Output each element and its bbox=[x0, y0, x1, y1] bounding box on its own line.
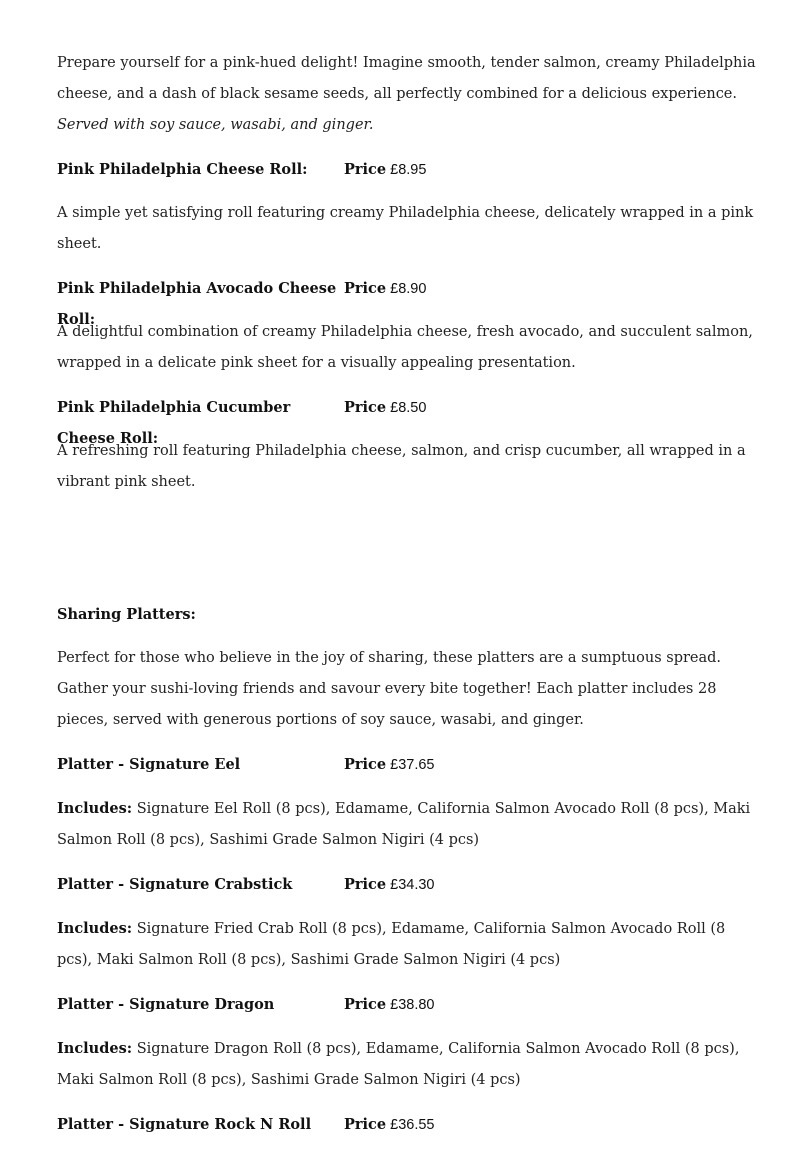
item-price bbox=[344, 392, 426, 424]
platter-name: Platter - Signature Crabstick bbox=[57, 876, 293, 893]
price-word: Price bbox=[344, 161, 387, 178]
platter-includes bbox=[57, 913, 757, 976]
includes-label: Includes: bbox=[57, 800, 133, 817]
platter-price bbox=[344, 869, 435, 901]
price-word: Price bbox=[344, 756, 387, 773]
platter-name: Platter - Signature Rock N Roll bbox=[57, 1116, 312, 1133]
item-description: A simple yet satisfying roll featuring creamy Philadelphia cheese, delicately wrapped in a pink sheet. bbox=[57, 205, 754, 252]
section-heading: Sharing Platters: bbox=[57, 606, 196, 623]
item-price bbox=[344, 273, 426, 305]
platter-row bbox=[57, 1109, 757, 1140]
price-value: £8.90 bbox=[390, 281, 427, 297]
price-word: Price bbox=[344, 876, 387, 893]
price-value: £8.95 bbox=[390, 162, 427, 178]
menu-page bbox=[57, 48, 757, 1153]
item-description: A delightful combination of creamy Philadelphia cheese, fresh avocado, and succulent salmon, wrapped in a delicate pink sheet for a visually appealing presentation. bbox=[57, 324, 753, 371]
includes-label: Includes: bbox=[57, 920, 133, 937]
includes-text: Signature Eel Roll (8 pcs), Edamame, California Salmon Avocado Roll (8 pcs), Maki Salmon Roll (8 pcs), Sashimi Grade Salmon Nigiri (4 pcs) bbox=[57, 801, 751, 848]
platter-name: Platter - Signature Dragon bbox=[57, 996, 275, 1013]
price-value: £8.50 bbox=[390, 400, 427, 416]
platter-price bbox=[344, 749, 435, 781]
menu-item-row bbox=[57, 392, 757, 447]
price-word: Price bbox=[344, 399, 387, 416]
intro-paragraph bbox=[57, 48, 757, 141]
platter-price bbox=[344, 1109, 435, 1141]
platter-row bbox=[57, 749, 757, 780]
section-spacer bbox=[57, 511, 757, 599]
menu-item-row bbox=[57, 154, 757, 185]
price-value: £37.65 bbox=[390, 757, 435, 773]
price-value: £34.30 bbox=[390, 877, 435, 893]
includes-text: Signature Fried Crab Roll (8 pcs), Edamame, California Salmon Avocado Roll (8 pcs), Maki Salmon Roll (8 pcs), Sashimi Grade Salmon Nigiri (4 pcs) bbox=[57, 921, 726, 968]
item-name: Pink Philadelphia Cucumber Cheese Roll: bbox=[57, 399, 291, 447]
intro-text: Prepare yourself for a pink-hued delight! Imagine smooth, tender salmon, creamy Philadelphia cheese, and a dash of black sesame seeds, all perfectly combined for a delicious experience. bbox=[57, 55, 756, 102]
item-name: Pink Philadelphia Cheese Roll: bbox=[57, 161, 308, 178]
platter-name: Platter - Signature Eel bbox=[57, 756, 241, 773]
section-description: Perfect for those who believe in the joy of sharing, these platters are a sumptuous spread. Gather your sushi-loving friends and savour every bite together! Each platter includes 28 pieces, served with generous portions of soy sauce, wasabi, and ginger. bbox=[57, 650, 722, 728]
item-price bbox=[344, 154, 426, 186]
platter-row bbox=[57, 989, 757, 1020]
menu-item-row bbox=[57, 273, 757, 328]
price-word: Price bbox=[344, 1116, 387, 1133]
price-word: Price bbox=[344, 996, 387, 1013]
includes-label: Includes: bbox=[57, 1040, 133, 1057]
platter-includes bbox=[57, 793, 757, 856]
item-name: Pink Philadelphia Avocado Cheese Roll: bbox=[57, 280, 337, 328]
platter-row bbox=[57, 869, 757, 900]
price-word: Price bbox=[344, 280, 387, 297]
intro-served-with: Served with soy sauce, wasabi, and ginger. bbox=[57, 117, 374, 133]
includes-text: Signature Dragon Roll (8 pcs), Edamame, California Salmon Avocado Roll (8 pcs), Maki Salmon Roll (8 pcs), Sashimi Grade Salmon Nigiri (4 pcs) bbox=[57, 1041, 740, 1088]
platter-price bbox=[344, 989, 435, 1021]
price-value: £36.55 bbox=[390, 1117, 435, 1133]
platter-includes bbox=[57, 1033, 757, 1096]
price-value: £38.80 bbox=[390, 997, 435, 1013]
item-description: A refreshing roll featuring Philadelphia cheese, salmon, and crisp cucumber, all wrapped in a vibrant pink sheet. bbox=[57, 443, 746, 490]
